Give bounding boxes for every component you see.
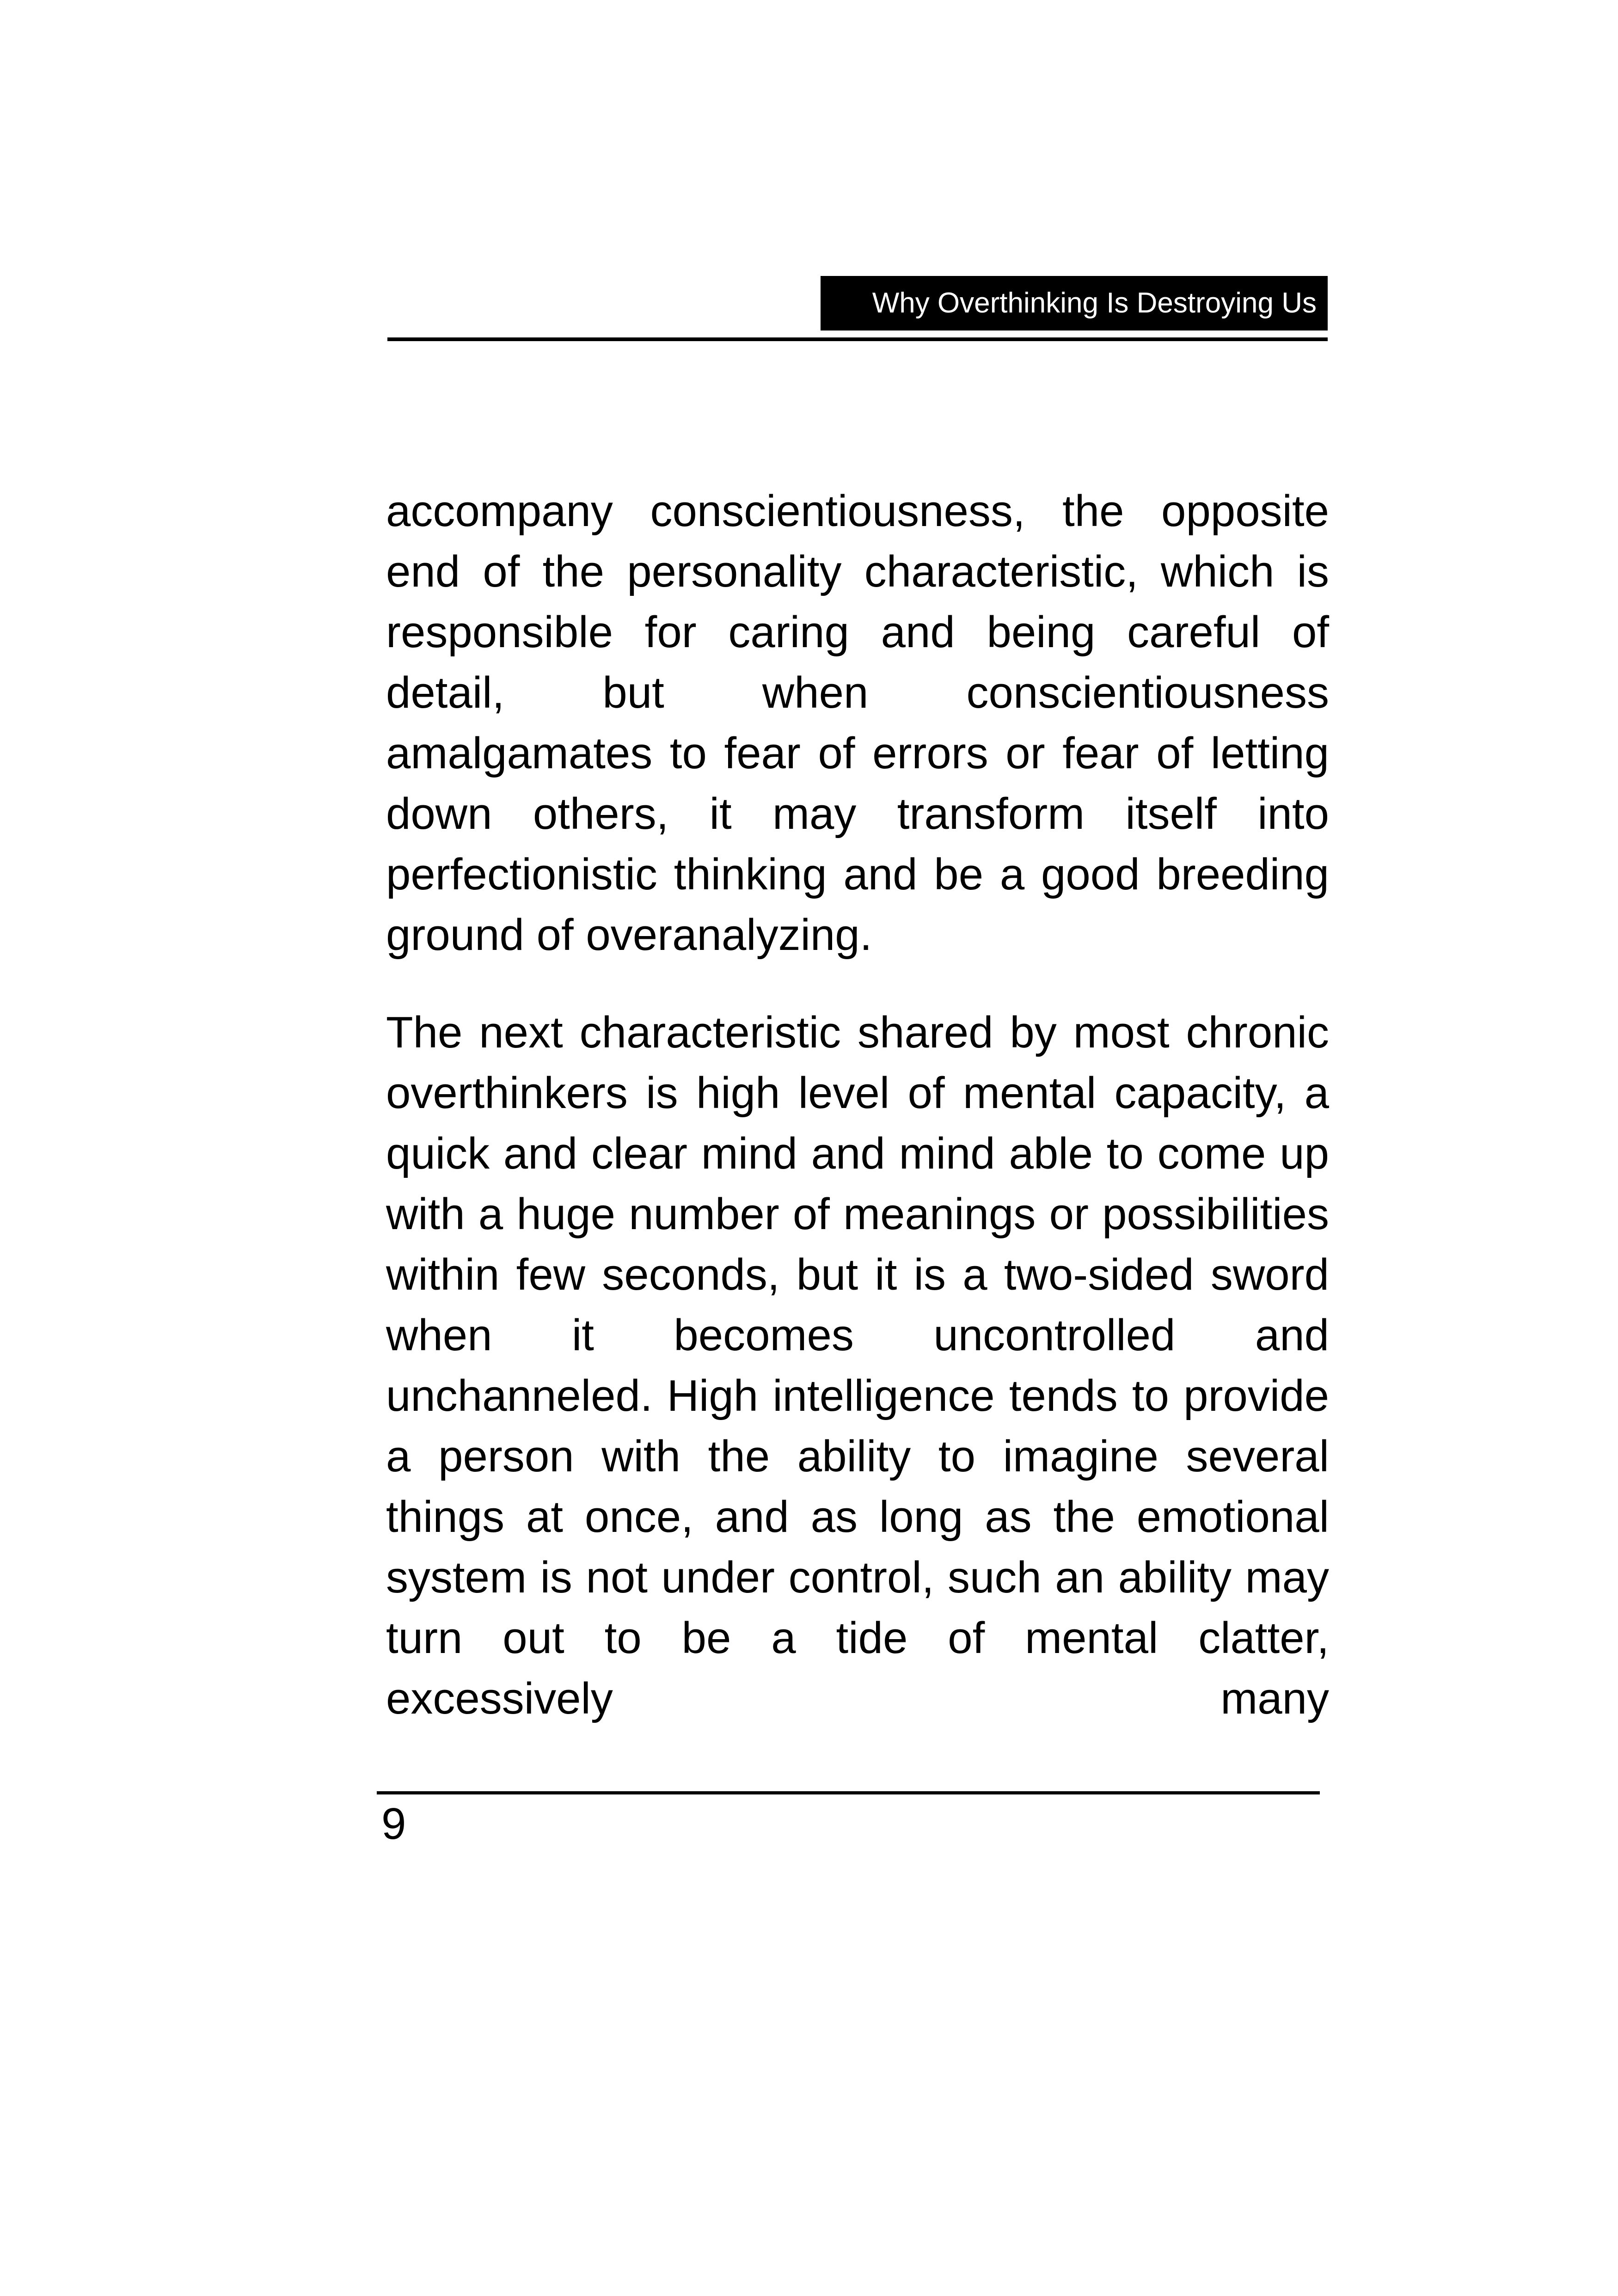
page-body bbox=[386, 481, 1329, 1729]
running-header-title: Why Overthinking Is Destroying Us bbox=[821, 276, 1328, 331]
body-paragraph: accompany conscientiousness, the opposite end of the personality characteristic, which is responsible for caring and being careful of detail, but when conscientiousness amalgamates to fear of errors or fear of letting down others, it may transform itself into perfectionistic thinking and be a good breeding ground of overanalyzing. bbox=[386, 486, 1329, 960]
footer-rule bbox=[377, 1791, 1320, 1794]
header-rule bbox=[387, 337, 1328, 341]
body-paragraph: The next characteristic shared by most chronic overthinkers is high level of mental capacity, a quick and clear mind and mind able to come up with a huge number of meanings or possibilities within few seconds, but it is a two-sided sword when it becomes uncontrolled and unchanneled. High intelligence tends to provide a person with the ability to imagine several things at once, and as long as the emotional system is not under control, such an ability may turn out to be a tide of mental clatter, excessively many bbox=[386, 1008, 1329, 1723]
page-number: 9 bbox=[381, 1799, 406, 1849]
